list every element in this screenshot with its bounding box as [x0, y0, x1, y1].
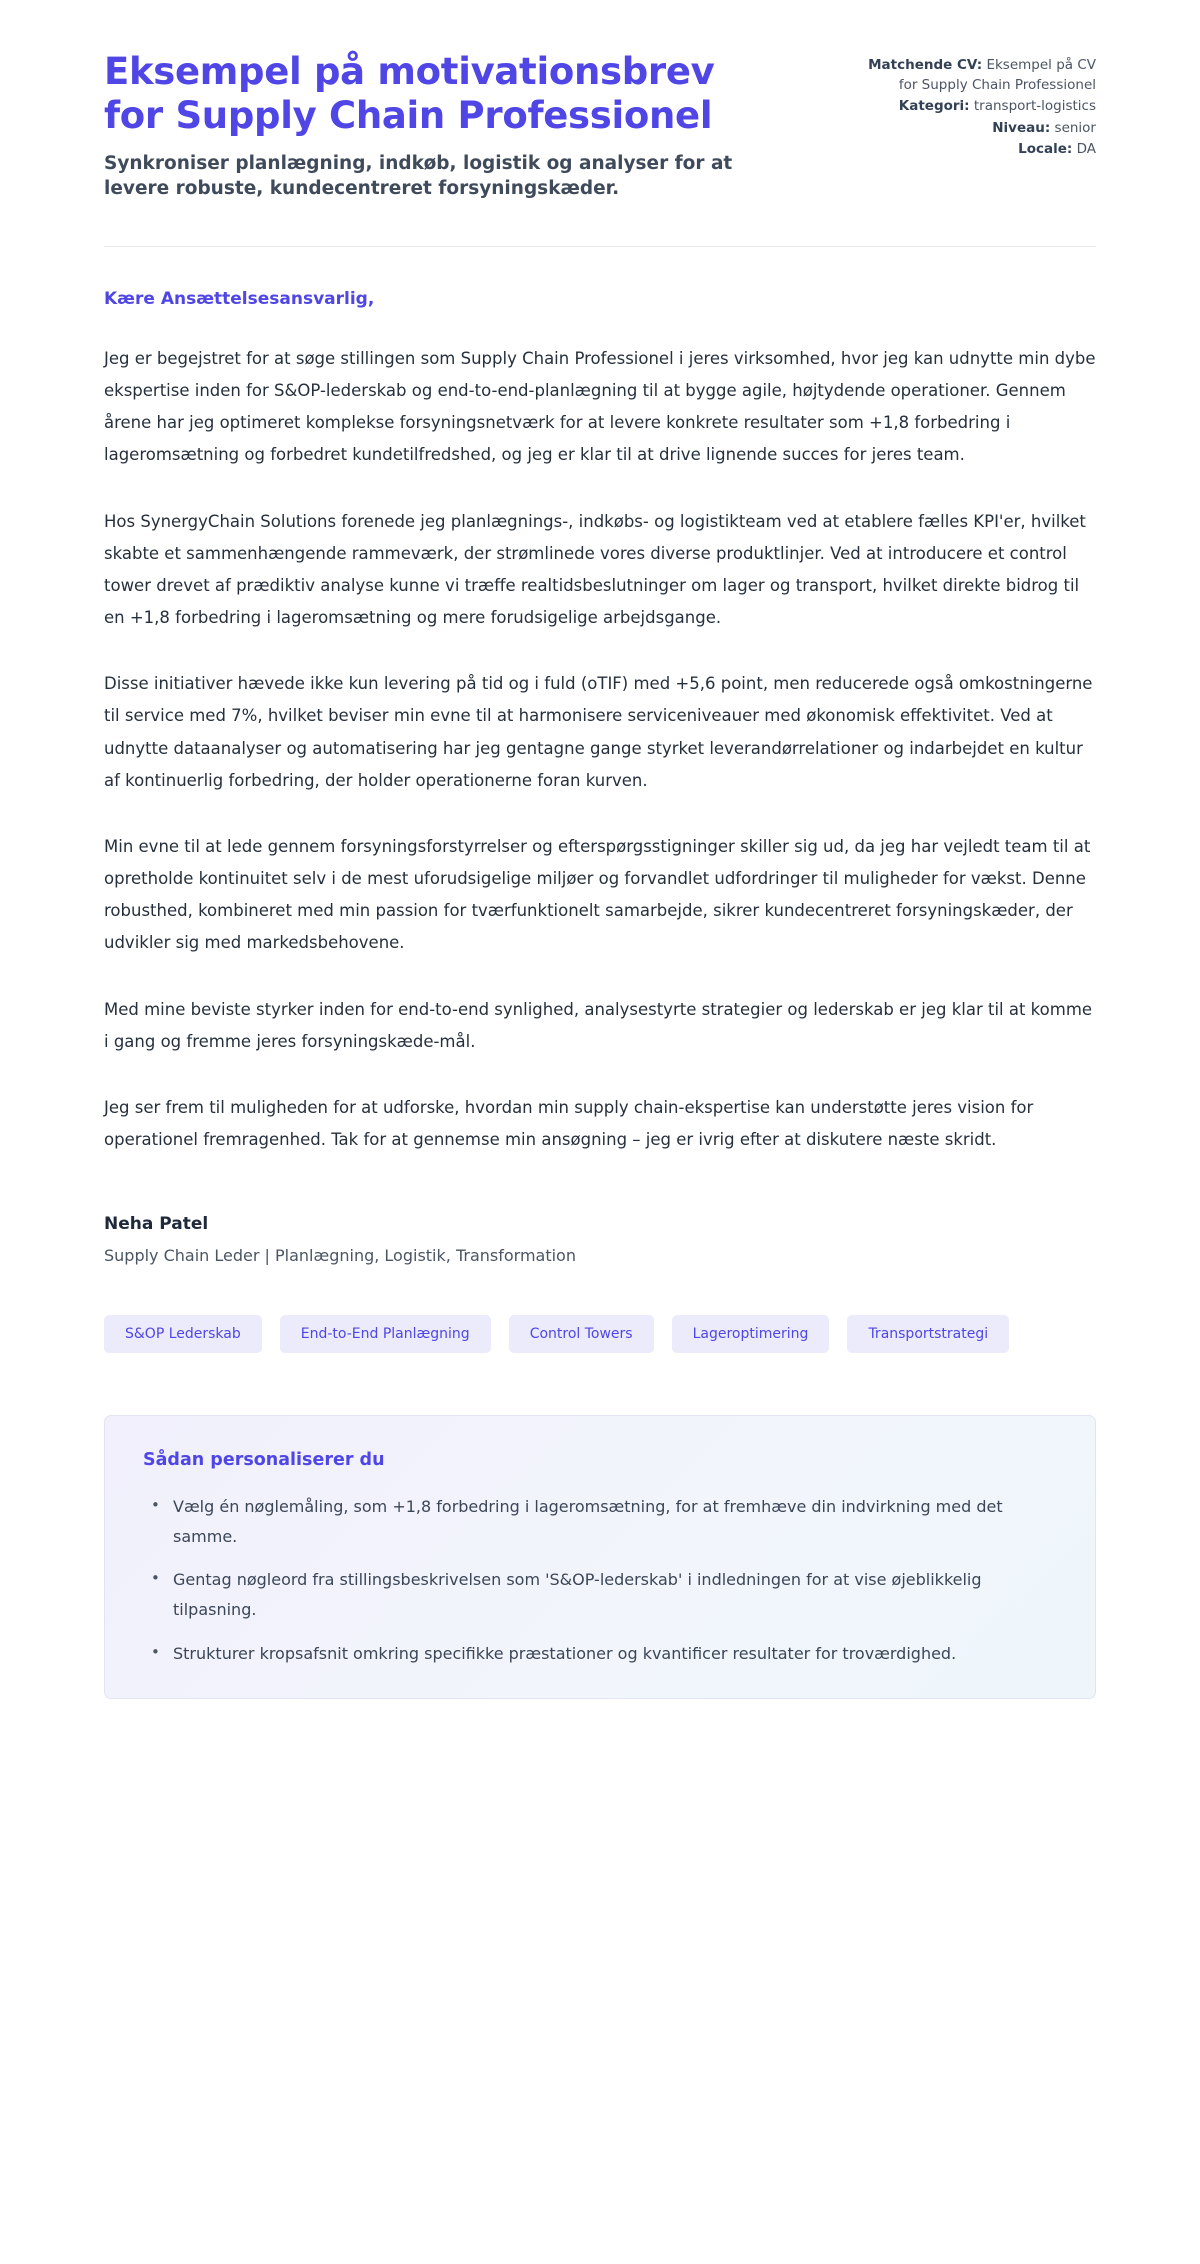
signature-name: Neha Patel [104, 1214, 209, 1235]
letter-salutation: Kære Ansættelsesansvarlig, [104, 288, 375, 309]
metadata-label: Kategori: [898, 98, 970, 115]
skill-tag[interactable]: End-to-End Planlægning [280, 1315, 491, 1353]
tips-title: Sådan personaliserer du [143, 1450, 385, 1471]
signature-role: Supply Chain Leder | Planlægning, Logistik, Transformation [104, 1246, 576, 1266]
letter-paragraph: Jeg ser frem til muligheden for at udforske, hvordan min supply chain-ekspertise kan understøtte jeres vision for operationel fremragenhed. Tak for at gennemse min ansøgning – jeg er ivrig efter at diskutere næste skridt. [104, 1097, 1034, 1150]
letter-paragraph: Hos SynergyChain Solutions forenede jeg planlægnings-, indkøbs- og logistikteam ved at etablere fælles KPI'er, hvilket skabte et sammenhængende rammeværk, der strømlinede vores diverse produktlinjer. Ved at introducere et control tower drevet af prædiktiv analyse kunne vi træffe realtidsbeslutninger om lager og transport, hvilket direkte bidrog til en +1,8 forbedring i lageromsætning og mere forudsigelige arbejdsgange. [104, 511, 1086, 628]
letter-paragraph: Disse initiativer hævede ikke kun levering på tid og i fuld (oTIF) med +5,6 point, men reducerede også omkostningerne til service med 7%, hvilket beviser min evne til at harmonisere serviceniveauer med økonomisk effektivitet. Ved at udnytte dataanalyser og automatisering har jeg gentagne gange styrket leverandørrelationer og indarbejdet en kultur af kontinuerlig forbedring, der holder operationerne foran kurven. [104, 674, 1093, 790]
skill-tag[interactable]: Lageroptimering [672, 1315, 830, 1353]
metadata-value: senior [1054, 119, 1096, 136]
metadata-row-level [846, 119, 1096, 139]
letter-body [104, 247, 1096, 1156]
personalization-tips-box [104, 1415, 1096, 1699]
tip-list-item: • Gentag nøgleord fra stillingsbeskrivelsen som 'S&OP-lederskab' i indledningen for at vise øjeblikkelig tilpasning. [169, 1565, 1057, 1624]
header-title-block [104, 50, 764, 202]
skill-tag[interactable]: Control Towers [509, 1315, 654, 1353]
skill-tag-list [104, 1315, 1096, 1353]
page-subtitle: Synkroniser planlægning, indkøb, logistik og analyser for at levere robuste, kundecentreret forsyningskæder. [104, 152, 733, 200]
letter-paragraph: Med mine beviste styrker inden for end-to-end synlighed, analysestyrte strategier og lederskab er jeg klar til at komme i gang og fremme jeres forsyningskæde-mål. [104, 999, 1093, 1051]
skill-tag[interactable]: Transportstrategi [847, 1315, 1009, 1353]
metadata-value: DA [1076, 141, 1096, 158]
skill-tag[interactable]: S&OP Lederskab [104, 1315, 262, 1353]
letter-paragraph: Min evne til at lede gennem forsyningsforstyrrelser og efterspørgsstigninger skiller sig ud, da jeg har vejledt team til at opretholde kontinuitet selv i de mest uforudsigelige miljøer og forvandlet udfordringer til muligheder for vækst. Denne robusthed, kombineret med min passion for tværfunktionelt samarbejde, sikrer kundecentreret forsyningskæder, der udvikler sig med markedsbehovene. [104, 836, 1091, 953]
tip-list-item: • Vælg én nøglemåling, som +1,8 forbedring i lageromsætning, for at fremhæve din indvirkning med det samme. [169, 1492, 1057, 1551]
document-metadata [846, 50, 1096, 162]
tip-list-item: • Strukturer kropsafsnit omkring specifikke præstationer og kvantificer resultater for troværdighed. [169, 1639, 1057, 1669]
page-header [104, 0, 1096, 202]
page-title: Eksempel på motivationsbrev for Supply Chain Professionel [104, 50, 715, 138]
tips-list [143, 1492, 1057, 1668]
metadata-label: Matchende CV: [868, 57, 983, 73]
signature-block [104, 1214, 1096, 1265]
metadata-row-locale [846, 140, 1096, 160]
metadata-label: Niveau: [992, 119, 1051, 136]
metadata-value: transport-logistics [973, 98, 1096, 115]
metadata-row-category [846, 97, 1096, 117]
letter-paragraph: Jeg er begejstret for at søge stillingen som Supply Chain Professionel i jeres virksomhed, hvor jeg kan udnytte min dybe ekspertise inden for S&OP-lederskab og end-to-end-planlægning til at bygge agile, højtydende operationer. Gennem årene har jeg optimeret komplekse forsyningsnetværk for at levere konkrete resultater som +1,8 forbedring i lageromsætning og forbedret kundetilfredshed, og jeg er klar til at drive lignende succes for jeres team. [104, 348, 1096, 465]
metadata-value: Eksempel på CV for Supply Chain Professionel [898, 57, 1096, 93]
metadata-row-matching-cv [846, 56, 1096, 95]
metadata-label: Locale: [1018, 141, 1073, 158]
